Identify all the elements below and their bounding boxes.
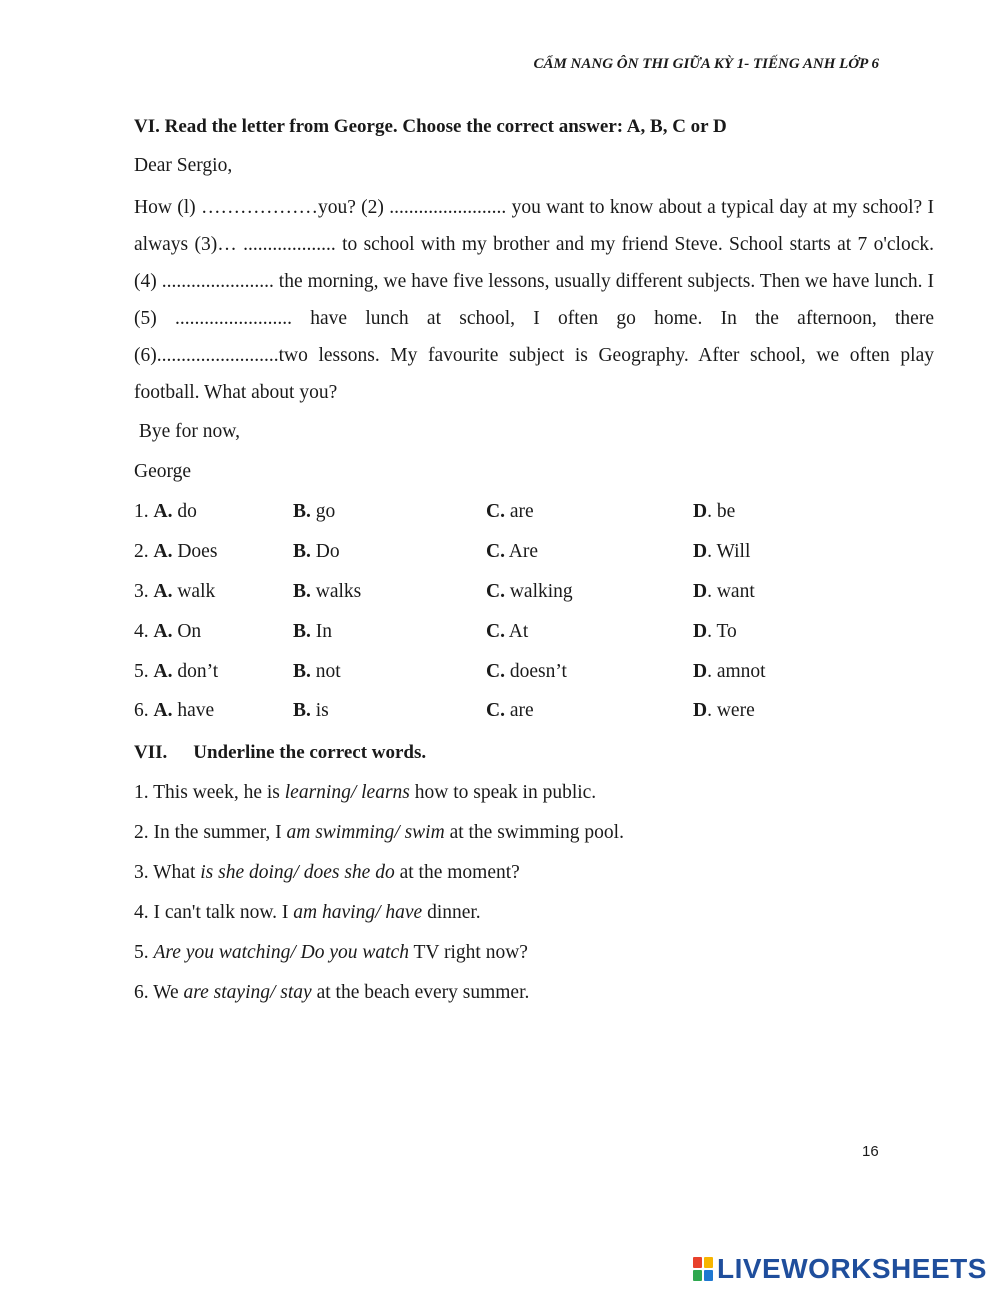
liveworksheets-logo-icon: [693, 1257, 713, 1281]
option-d[interactable]: D. amnot: [693, 661, 766, 682]
option-a[interactable]: 6. A. have: [134, 700, 215, 721]
choice-words[interactable]: am swimming/ swim: [286, 822, 445, 843]
question-row-1: [134, 501, 834, 525]
choice-words[interactable]: learning/ learns: [284, 782, 410, 803]
option-a[interactable]: 1. A. do: [134, 501, 197, 522]
letter-closing: Bye for now,: [134, 421, 240, 442]
option-b[interactable]: B. In: [293, 621, 333, 642]
option-c[interactable]: C. walking: [486, 581, 573, 602]
choice-words[interactable]: are staying/ stay: [183, 982, 312, 1003]
option-a[interactable]: 3. A. walk: [134, 581, 216, 602]
option-a[interactable]: 4. A. On: [134, 621, 202, 642]
option-d[interactable]: D. Will: [693, 541, 751, 562]
option-a[interactable]: 2. A. Does: [134, 541, 218, 562]
option-d[interactable]: D. want: [693, 581, 755, 602]
option-c[interactable]: C. doesn’t: [486, 661, 567, 682]
question-row-4: [134, 621, 834, 645]
option-c[interactable]: C. are: [486, 700, 534, 721]
sentence-5: 5. Are you watching/ Do you watch TV right now?: [134, 942, 528, 963]
option-c[interactable]: C. Are: [486, 541, 538, 562]
page-header: CẨM NANG ÔN THI GIỮA KỲ 1- TIẾNG ANH LỚP 6: [533, 56, 879, 72]
section-6-title: VI. Read the letter from George. Choose the correct answer: A, B, C or D: [134, 116, 727, 137]
question-row-6: [134, 700, 834, 724]
option-a[interactable]: 5. A. don’t: [134, 661, 219, 682]
option-c[interactable]: C. At: [486, 621, 529, 642]
logo-text: LIVEWORKSHEETS: [717, 1253, 987, 1284]
option-d[interactable]: D. To: [693, 621, 737, 642]
option-d[interactable]: D. were: [693, 700, 755, 721]
page-number: 16: [862, 1143, 879, 1160]
question-row-5: [134, 661, 834, 685]
option-b[interactable]: B. is: [293, 700, 329, 721]
letter-signature: George: [134, 461, 192, 482]
section-7-title: VII. Underline the correct words.: [134, 742, 427, 763]
question-row-3: [134, 581, 834, 605]
question-row-2: [134, 541, 834, 565]
choice-words[interactable]: Are you watching/ Do you watch: [153, 942, 409, 963]
sentence-2: 2. In the summer, I am swimming/ swim at the swimming pool.: [134, 822, 624, 843]
option-b[interactable]: B. not: [293, 661, 341, 682]
option-d[interactable]: D. be: [693, 501, 736, 522]
option-b[interactable]: B. walks: [293, 581, 362, 602]
letter-body: How (l) ………………you? (2) ........................ you want to know about a typical day at my school? I always (3)… ................... to school with my brother and my friend Steve. School starts at 7 o'clock. (4) ....................... the morning, we have five lessons, usually different subjects. Then we have lunch. I (5) ........................ have lunch at school, I often go home. In the afternoon, there (6).........................two lessons. My favourite subject is Geography. After school, we often play football. What about you?: [134, 197, 934, 403]
sentence-4: 4. I can't talk now. I am having/ have dinner.: [134, 902, 481, 923]
option-b[interactable]: B. go: [293, 501, 336, 522]
sentence-6: 6. We are staying/ stay at the beach every summer.: [134, 982, 530, 1003]
sentence-1: 1. This week, he is learning/ learns how to speak in public.: [134, 782, 597, 803]
liveworksheets-logo: [693, 1253, 987, 1285]
option-b[interactable]: B. Do: [293, 541, 340, 562]
option-c[interactable]: C. are: [486, 501, 534, 522]
letter-greeting: Dear Sergio,: [134, 155, 233, 176]
sentence-3: 3. What is she doing/ does she do at the moment?: [134, 862, 520, 883]
choice-words[interactable]: is she doing/ does she do: [200, 862, 395, 883]
choice-words[interactable]: am having/ have: [293, 902, 423, 923]
